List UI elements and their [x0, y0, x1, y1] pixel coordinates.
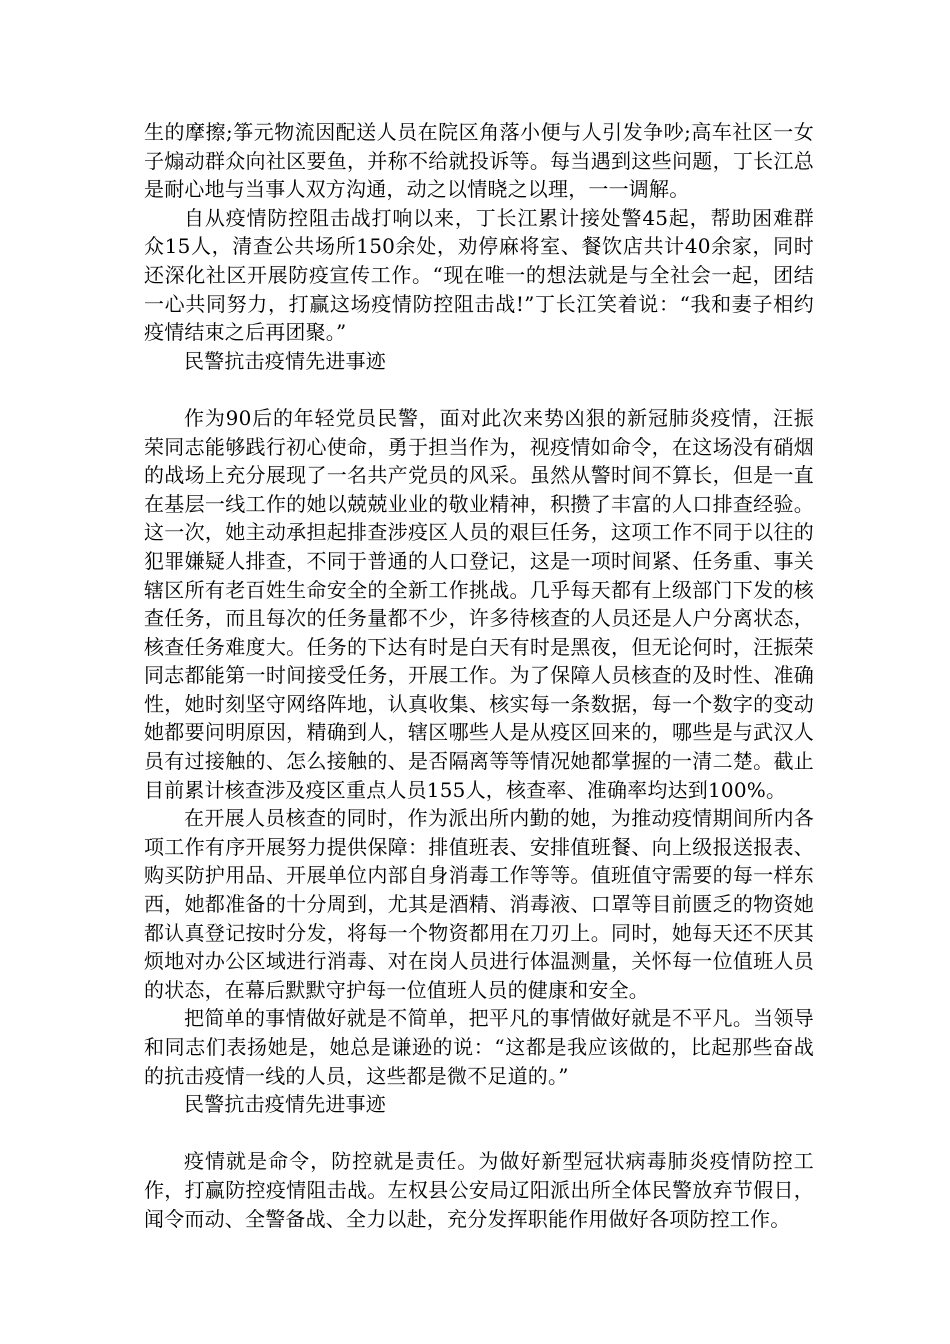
paragraph-liaoyang-station: 疫情就是命令，防控就是责任。为做好新型冠状病毒肺炎疫情防控工作，打赢防控疫情阻击战。左权县公安局辽阳派出所全体民警放弃节假日，闻令而动、全警备战、全力以赴，充分发挥职能作用做好各项防控工作。: [144, 1149, 814, 1231]
paragraph-wang-zhenrong-quote: 把简单的事情做好就是不简单，把平凡的事情做好就是不平凡。当领导和同志们表扬她是，她总是谦逊的说：“这都是我应该做的，比起那些奋战的抗击疫情一线的人员，这些都是微不足道的。”: [144, 1006, 814, 1088]
paragraph-wang-zhenrong-logistics: 在开展人员核查的同时，作为派出所内勤的她，为推动疫情期间所内各项工作有序开展努力提供保障：排值班表、安排值班餐、向上级报送报表、购买防护用品、开展单位内部自身消毒工作等等。值班值守需要的每一样东西，她都准备的十分周到，尤其是酒精、消毒液、口罩等目前匮乏的物资她都认真登记按时分发，将每一个物资都用在刀刃上。同时，她每天还不厌其烦地对办公区域进行消毒、对在岗人员进行体温测量，关怀每一位值班人员的状态，在幕后默默守护每一位值班人员的健康和安全。: [144, 806, 814, 1002]
paragraph-mediation: 生的摩擦;筝元物流因配送人员在院区角落小便与人引发争吵;高车社区一女子煽动群众向社区要鱼，并称不给就投诉等。每当遇到这些问题，丁长江总是耐心地与当事人双方沟通，动之以情晓之以理，一一调解。: [144, 120, 814, 202]
blank-line: [144, 375, 814, 404]
document-body: [144, 118, 814, 1233]
section-heading: 民警抗击疫情先进事迹: [184, 1092, 386, 1117]
section-heading: 民警抗击疫情先进事迹: [184, 348, 386, 373]
paragraph-wang-zhenrong-verification: 作为90后的年轻党员民警，面对此次来势凶狠的新冠肺炎疫情，汪振荣同志能够践行初心使命，勇于担当作为，视疫情如命令，在这场没有硝烟的战场上充分展现了一名共产党员的风采。虽然从警时间不算长，但是一直在基层一线工作的她以兢兢业业的敬业精神，积攒了丰富的人口排查经验。这一次，她主动承担起排查涉疫区人员的艰巨任务，这项工作不同于以往的犯罪嫌疑人排查，不同于普通的人口登记，这是一项时间紧、任务重、事关辖区所有老百姓生命安全的全新工作挑战。几乎每天都有上级部门下发的核查任务，而且每次的任务量都不少，许多待核查的人员还是人户分离状态，核查任务难度大。任务的下达有时是白天有时是黑夜，但无论何时，汪振荣同志都能第一时间接受任务，开展工作。为了保障人员核查的及时性、准确性，她时刻坚守网络阵地，认真收集、核实每一条数据，每一个数字的变动她都要问明原因，精确到人，辖区哪些人是从疫区回来的，哪些是与武汉人员有过接触的、怎么接触的、是否隔离等等情况她都掌握的一清二楚。截止目前累计核查涉及疫区重点人员155人，核查率、准确率均达到100%。: [144, 405, 814, 802]
paragraph-ding-changjiang-summary: 自从疫情防控阻击战打响以来，丁长江累计接处警45起，帮助困难群众15人，清查公共场所150余处，劝停麻将室、餐饮店共计40余家，同时还深化社区开展防疫宣传工作。“现在唯一的想法就是与全社会一起，团结一心共同努力，打赢这场疫情防控阻击战!”丁长江笑着说：“我和妻子相约疫情结束之后再团聚。”: [144, 205, 814, 345]
blank-line: [144, 1119, 814, 1148]
